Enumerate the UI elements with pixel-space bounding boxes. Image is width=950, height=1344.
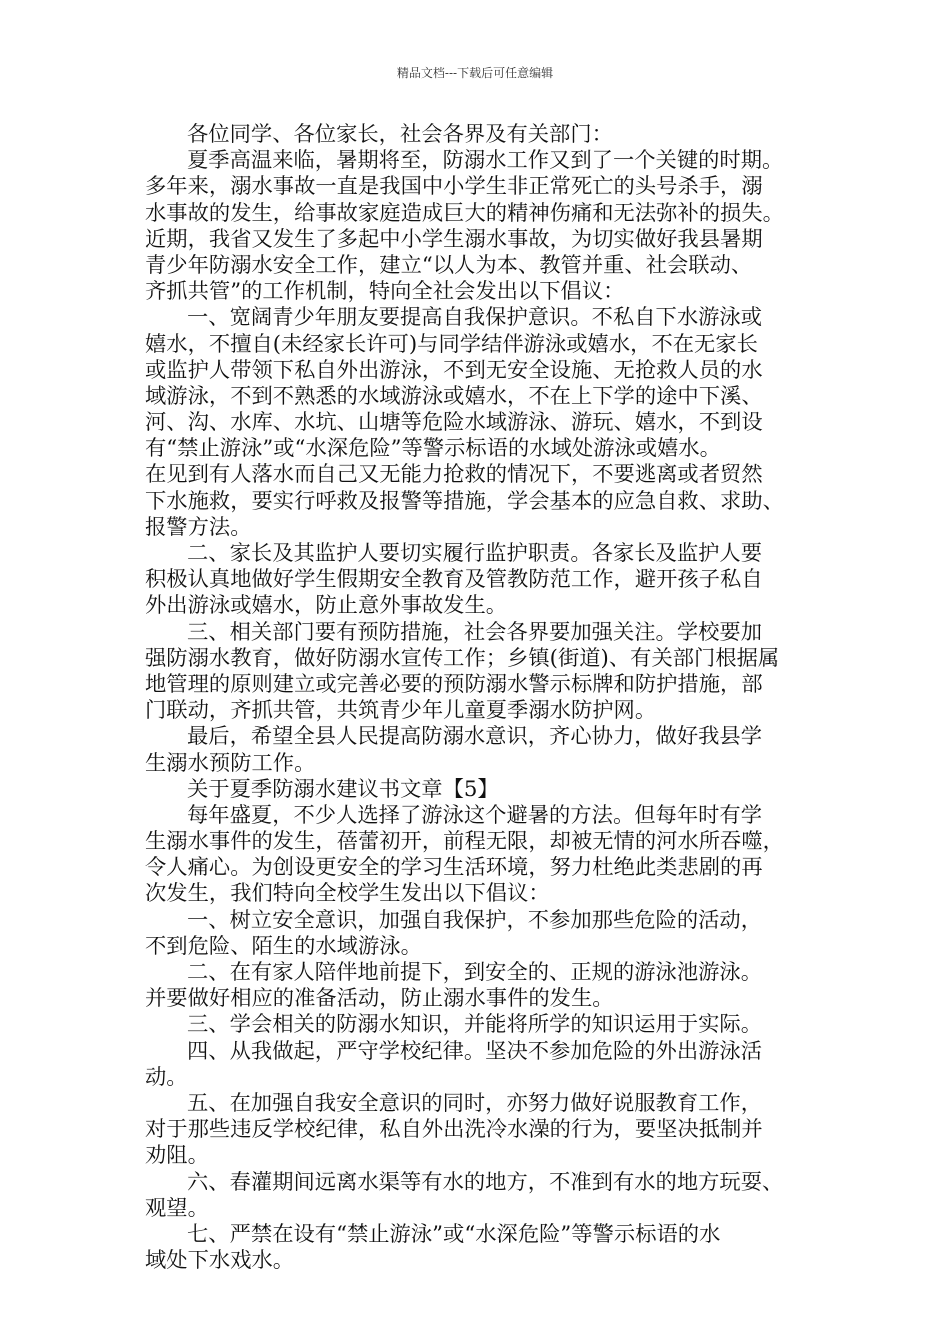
text-line: 地管理的原则建立或完善必要的预防溺水警示标牌和防护措施，部 [145,671,763,697]
text-line: 有“禁止游泳”或“水深危险”等警示标语的水域处游泳或嬉水。 [145,436,721,462]
text-line: 报警方法。 [145,514,252,540]
text-line: 二、在有家人陪伴地前提下，到安全的、正规的游泳池游泳。 [187,960,763,985]
text-line: 域处下水戏水。 [145,1248,295,1274]
text-line: 并要做好相应的准备活动，防止溺水事件的发生。 [145,986,614,1012]
text-line: 七、严禁在设有“禁止游泳”或“水深危险”等警示标语的水 [187,1221,721,1247]
text-line: 五、在加强自我安全意识的同时，亦努力做好说服教育工作， [187,1090,763,1116]
text-line: 一、树立安全意识，加强自我保护，不参加那些危险的活动， [187,907,763,933]
text-line: 齐抓共管”的工作机制，特向全社会发出以下倡议： [145,279,625,305]
text-line: 劝阻。 [145,1143,209,1169]
text-line: 令人痛心。为创设更安全的学习生活环境，努力杜绝此类悲剧的再 [145,855,763,881]
text-line: 一、宽阔青少年朋友要提高自我保护意识。不私自下水游泳或 [187,305,763,331]
text-line: 生溺水事件的发生，蓓蕾初开，前程无限，却被无情的河水所吞噬， [145,829,784,855]
document-body [145,122,821,1274]
text-line: 多年来，溺水事故一直是我国中小学生非正常死亡的头号杀手，溺 [145,174,763,200]
text-line: 强防溺水教育，做好防溺水宣传工作；乡镇(街道)、有关部门根据属 [145,645,780,671]
text-line: 积极认真地做好学生假期安全教育及管教防范工作，避开孩子私自 [145,567,763,593]
text-line: 在见到有人落水而自己又无能力抢救的情况下，不要逃离或者贸然 [145,462,763,488]
text-line: 每年盛夏，不少人选择了游泳这个避暑的方法。但每年时有学 [187,802,763,828]
text-line: 生溺水预防工作。 [145,750,316,776]
text-line: 对于那些违反学校纪律，私自外出洗冷水澡的行为，要坚决抵制并 [145,1117,763,1143]
text-line: 青少年防溺水安全工作，建立“以人为本、教管并重、社会联动、 [145,252,753,278]
text-line: 门联动，齐抓共管，共筑青少年儿童夏季溺水防护网。 [145,698,657,724]
text-line: 关于夏季防溺水建议书文章【5】 [187,776,499,802]
text-line: 水事故的发生，给事故家庭造成巨大的精神伤痛和无法弥补的损失。 [145,200,784,226]
text-line: 六、春灌期间远离水渠等有水的地方，不准到有水的地方玩耍、 [187,1169,784,1195]
text-line: 近期，我省又发生了多起中小学生溺水事故，为切实做好我县暑期 [145,226,763,252]
page-header: 精品文档---下载后可任意编辑 [396,66,554,80]
text-line: 或监护人带领下私自外出游泳，不到无安全设施、无抢救人员的水 [145,357,763,383]
text-line: 三、学会相关的防溺水知识，并能将所学的知识运用于实际。 [187,1012,763,1038]
text-line: 域游泳，不到不熟悉的水域游泳或嬉水，不在上下学的途中下溪、 [145,383,763,409]
text-line: 最后，希望全县人民提高防溺水意识，齐心协力，做好我县学 [187,724,763,750]
text-line: 河、沟、水库、水坑、山塘等危险水域游泳、游玩、嬉水，不到设 [145,410,763,436]
text-line: 下水施救，要实行呼救及报警等措施，学会基本的应急自救、求助、 [145,488,784,514]
text-line: 二、家长及其监护人要切实履行监护职责。各家长及监护人要 [187,541,763,566]
text-line: 次发生，我们特向全校学生发出以下倡议： [145,881,550,907]
text-line: 三、相关部门要有预防措施，社会各界要加强关注。学校要加 [187,619,763,645]
text-line: 外出游泳或嬉水，防止意外事故发生。 [145,593,508,619]
text-line: 夏季高温来临，暑期将至，防溺水工作又到了一个关键的时期。 [187,148,784,174]
document-text [145,122,821,1274]
text-line: 四、从我做起，严守学校纪律。坚决不参加危险的外出游泳活 [187,1038,763,1064]
text-line: 动。 [145,1064,188,1090]
text-line: 嬉水，不擅自(未经家长许可)与同学结伴游泳或嬉水，不在无家长 [145,331,758,357]
text-line: 各位同学、各位家长，社会各界及有关部门： [187,122,613,147]
text-line: 不到危险、陌生的水域游泳。 [145,933,422,959]
text-line: 观望。 [145,1195,209,1221]
